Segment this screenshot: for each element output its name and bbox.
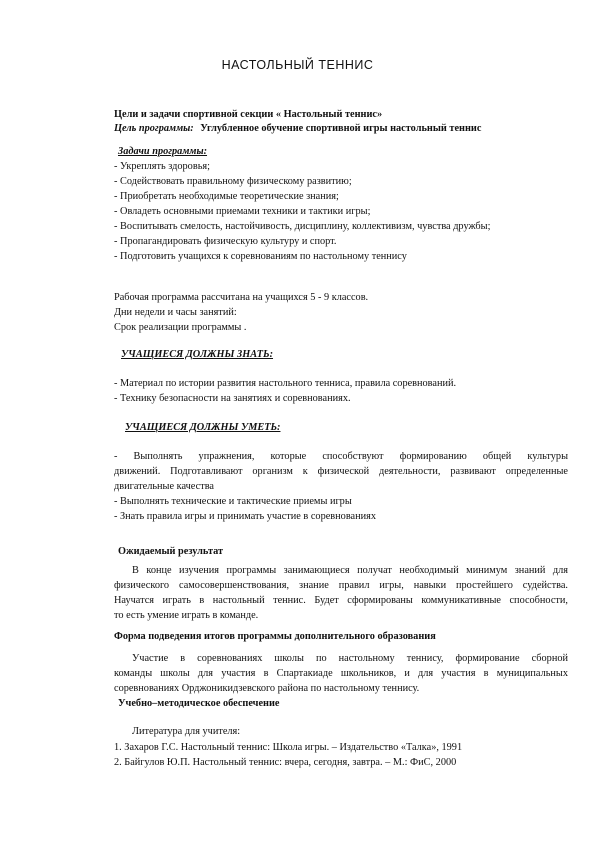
summary-line: Участие в соревнованиях школы по настольному теннису, формирование сборной [132, 653, 568, 664]
task-item: - Пропагандировать физическую культуру и спорт. [114, 236, 337, 247]
expected-paragraph [114, 564, 568, 624]
summary-paragraph [114, 652, 568, 697]
can-paragraph-line: движений. Подготавливают организм к физической деятельности, развивают определенные [114, 466, 568, 477]
expected-heading: Ожидаемый результат [118, 546, 224, 557]
can-paragraph [114, 450, 568, 495]
program-info-line: Срок реализации программы . [114, 322, 247, 333]
can-paragraph-line: - Выполнять упражнения, которые способствуют формированию общей культуры [114, 451, 568, 462]
task-item: - Содействовать правильному физическому развитию; [114, 176, 352, 187]
document-title: НАСТОЛЬНЫЙ ТЕННИС [221, 58, 374, 72]
summary-line: команды школы для участия в Спартакиаде школьников, и для участия в муниципальных [114, 668, 568, 679]
literature-item: 1. Захаров Г.С. Настольный теннис: Школа игры. – Издательство «Талка», 1991 [114, 742, 463, 753]
can-heading: УЧАЩИЕСЯ ДОЛЖНЫ УМЕТЬ: [125, 422, 281, 433]
know-item: - Технику безопасности на занятиях и соревнованиях. [114, 393, 351, 404]
can-paragraph-line: двигательные качества [114, 481, 214, 492]
task-item: - Подготовить учащихся к соревнованиям по настольному теннису [114, 251, 407, 262]
can-item: - Выполнять технические и тактические приемы игры [114, 496, 352, 507]
summary-line: соревнованиях Орджоникидзевского района по настольному теннису. [114, 683, 420, 694]
task-item: - Воспитывать смелость, настойчивость, дисциплину, коллективизм, чувства дружбы; [114, 221, 491, 232]
tasks-heading: Задачи программы: [118, 146, 208, 157]
methodical-heading: Учебно–методическое обеспечение [118, 698, 280, 709]
literature-heading: Литература для учителя: [132, 726, 241, 737]
program-info-line: Дни недели и часы занятий: [114, 307, 237, 318]
can-item: - Знать правила игры и принимать участие в соревнованиях [114, 511, 377, 522]
expected-line: В конце изучения программы занимающиеся получат необходимый минимум знаний для [132, 565, 568, 576]
goals-heading: Цели и задачи спортивной секции « Настольный теннис» [114, 109, 383, 120]
expected-line: то есть умение играть в команде. [114, 610, 259, 621]
program-goal [114, 122, 481, 136]
know-item: - Материал по истории развития настольного тенниса, правила соревнований. [114, 378, 457, 389]
expected-line: физического самосовершенствования, знание правил игры, навыки простейшего судейства. [114, 580, 568, 591]
task-item: - Укреплять здоровья; [114, 161, 210, 172]
expected-line: Научатся играть в настольный теннис. Будет сформированы коммуникативные способности, [114, 595, 568, 606]
program-goal-text: Углубленное обучение спортивной игры настольный теннис [200, 123, 482, 134]
task-item: - Приобретать необходимые теоретические знания; [114, 191, 339, 202]
know-heading: УЧАЩИЕСЯ ДОЛЖНЫ ЗНАТЬ: [121, 349, 274, 360]
summary-heading: Форма подведения итогов программы дополнительного образования [114, 631, 436, 642]
literature-item: 2. Байгулов Ю.П. Настольный теннис: вчера, сегодня, завтра. – М.: ФиС, 2000 [114, 757, 457, 768]
program-goal-label: Цель программы: [114, 123, 194, 134]
program-info-line: Рабочая программа рассчитана на учащихся 5 - 9 классов. [114, 292, 369, 303]
task-item: - Овладеть основными приемами техники и тактики игры; [114, 206, 371, 217]
